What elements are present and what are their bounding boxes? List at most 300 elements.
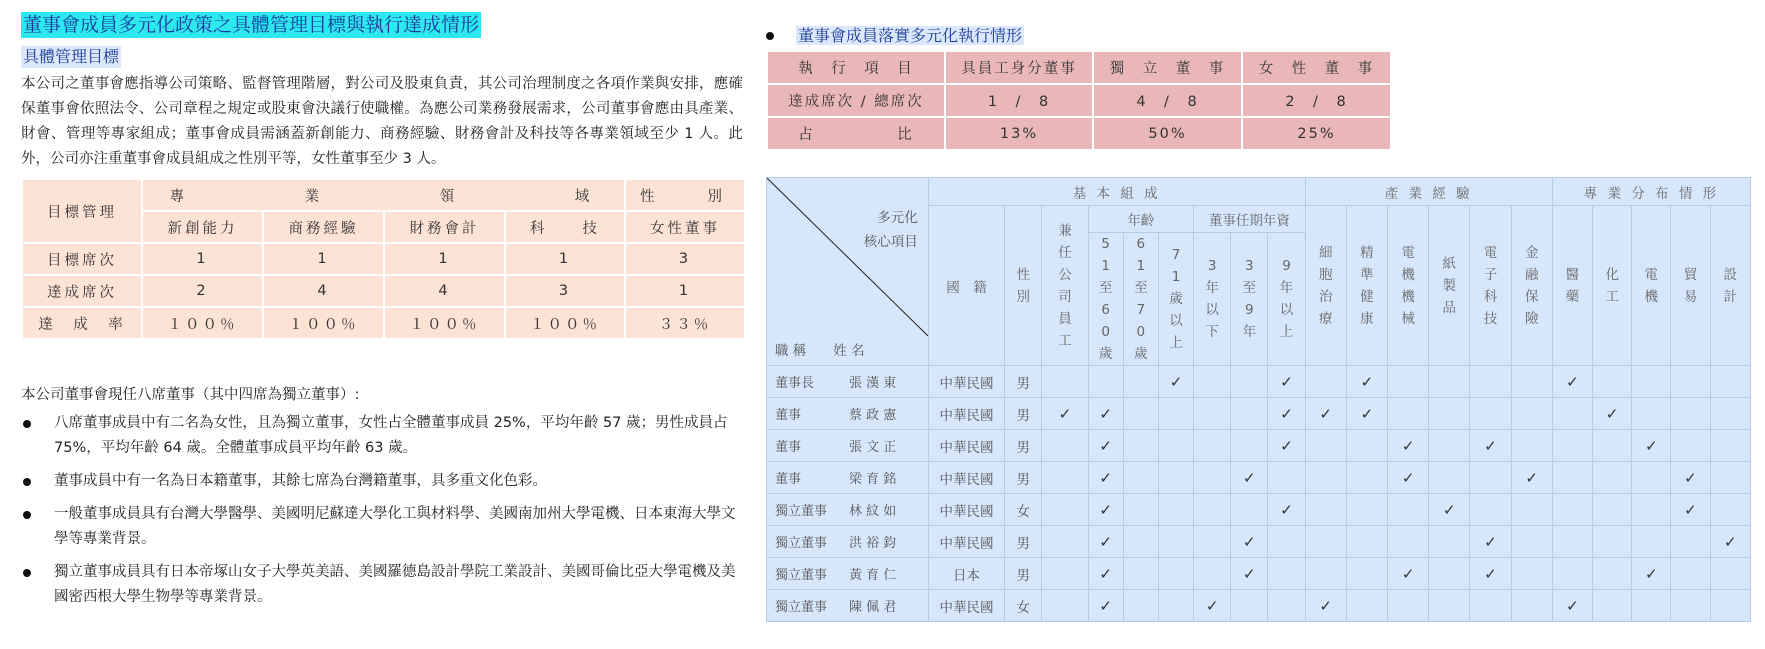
col-age-51-60: 5 1 至 6 0 歲 [1088,233,1123,366]
diversity-matrix-table [766,177,1751,622]
bullet-dot-icon [23,511,31,519]
empty-cell [1346,590,1387,622]
check-icon: ✓ [1280,404,1293,423]
cell: 1 [384,243,505,275]
empty-cell [1388,494,1429,526]
empty-cell [1429,366,1470,398]
check-icon: ✓ [1401,564,1415,583]
row-label: 占 比 [767,117,945,150]
empty-cell [1511,366,1552,398]
check-cell [1231,462,1268,494]
empty-cell [1231,430,1268,462]
empty-cell [1346,462,1387,494]
table-row [22,307,745,339]
gender-cell: 男 [1005,462,1042,494]
cell: 4 [263,275,384,307]
table-row [767,366,1751,398]
empty-cell [1671,526,1710,558]
director-cell [767,366,929,398]
execution-heading [766,23,1024,48]
col-tenure-under-3: 3 年 以 下 [1194,233,1231,366]
director-name: 蔡 政 憲 [849,408,897,423]
empty-cell [1632,462,1671,494]
check-cell [1346,366,1387,398]
nationality-cell: 中華民國 [928,590,1004,622]
empty-cell [1388,366,1429,398]
check-icon: ✓ [1319,404,1332,423]
empty-cell [1158,494,1193,526]
exec-header: 獨 立 董 事 [1093,51,1242,84]
check-cell [1470,430,1511,462]
col-ind-machinery: 電 機 機 械 [1388,206,1429,366]
check-icon: ✓ [1169,372,1183,391]
empty-cell [1042,366,1088,398]
row-label: 達 成 率 [22,307,142,339]
empty-cell [1632,398,1671,430]
table-row [22,275,745,307]
col-ind-paper: 紙 製 品 [1429,206,1470,366]
cell: 3 [625,243,745,275]
page-title: 董事會成員多元化政策之具體管理目標與執行達成情形 [23,14,480,36]
empty-cell [1268,462,1305,494]
empty-cell [1470,398,1511,430]
cell: 1 [625,275,745,307]
list-item [21,560,743,610]
empty-cell [1388,590,1429,622]
director-cell [767,462,929,494]
bullet-text: 一般董事成員具有台灣大學醫學、美國明尼蘇達大學化工與材料學、美國南加州大學電機、日本東海大學文學等專業背景。 [54,506,736,547]
empty-cell [1470,494,1511,526]
check-cell [1671,462,1710,494]
director-name: 張 漢 東 [849,376,897,391]
check-icon: ✓ [1280,500,1293,519]
gender-cell: 女 [1005,590,1042,622]
gender-cell: 男 [1005,398,1042,430]
group-industry: 產 業 經 驗 [1305,178,1552,206]
check-cell [1388,462,1429,494]
empty-cell [1194,462,1231,494]
empty-cell [1158,590,1193,622]
empty-cell [1593,494,1632,526]
check-icon: ✓ [1243,468,1256,487]
cell: 1 / 8 [945,84,1093,117]
empty-cell [1671,558,1710,590]
empty-cell [1511,558,1552,590]
cell: 1 [142,243,263,275]
col-employee: 兼 任 公 司 員 工 [1042,206,1088,366]
empty-cell [1194,558,1231,590]
check-icon: ✓ [1644,436,1658,455]
empty-cell [1268,558,1305,590]
gender-cell: 男 [1005,526,1042,558]
target-col-header: 女性董事 [625,211,745,243]
row-label: 達成席次 [22,275,142,307]
target-col-header: 財務會計 [384,211,505,243]
empty-cell [1511,494,1552,526]
check-icon: ✓ [1644,564,1658,583]
check-icon: ✓ [1243,564,1256,583]
empty-cell [1123,590,1158,622]
cell: 50% [1093,117,1242,150]
col-ind-finance: 金 融 保 險 [1511,206,1552,366]
empty-cell [1305,462,1346,494]
empty-cell [1123,558,1158,590]
check-cell [1470,526,1511,558]
empty-cell [1042,462,1088,494]
empty-cell [1710,494,1750,526]
empty-cell [1194,398,1231,430]
empty-cell [1710,398,1750,430]
director-cell [767,494,929,526]
target-col-header: 科 技 [505,211,625,243]
col-age-71-plus: 7 1 歲 以 上 [1158,233,1193,366]
check-icon: ✓ [1605,404,1619,423]
col-ind-electronics: 電 子 科 技 [1470,206,1511,366]
empty-cell [1470,366,1511,398]
empty-cell [1593,366,1632,398]
execution-summary-table [766,50,1392,151]
bullet-text: 獨立董事成員具有日本帝塚山女子大學英美語、美國羅德島設計學院工業設計、美國哥倫比亞大學電機及美國密西根大學生物學等專業背景。 [54,564,736,605]
check-icon: ✓ [1566,596,1579,615]
empty-cell [1231,590,1268,622]
empty-cell [1305,366,1346,398]
diag-bottom-label: 職 稱 姓 名 [775,343,865,359]
empty-cell [1671,430,1710,462]
row-label: 達成席次 / 總席次 [767,84,945,117]
exec-header: 具員工身分董事 [945,51,1093,84]
empty-cell [1671,366,1710,398]
check-icon: ✓ [1484,564,1497,583]
check-cell [1305,398,1346,430]
director-cell [767,590,929,622]
empty-cell [1632,366,1671,398]
target-table-corner: 目標管理 [22,179,142,243]
check-icon: ✓ [1319,596,1332,615]
empty-cell [1710,590,1750,622]
empty-cell [1593,430,1632,462]
table-row [767,526,1751,558]
check-cell [1231,526,1268,558]
table-row [767,84,1391,117]
empty-cell [1429,430,1470,462]
matrix-diagonal-header [767,178,929,366]
col-pro-chemical: 化 工 [1593,206,1632,366]
table-row [22,243,745,275]
director-title: 董事 [775,472,802,487]
target-col-header: 商務經驗 [263,211,384,243]
empty-cell [1511,526,1552,558]
director-name: 洪 裕 鈞 [849,536,897,551]
empty-cell [1671,590,1710,622]
check-icon: ✓ [1099,436,1112,455]
empty-cell [1552,430,1592,462]
empty-cell [1042,590,1088,622]
bullet-dot-icon [23,478,31,486]
cell: 4 [384,275,505,307]
check-icon: ✓ [1099,468,1112,487]
check-cell [1552,366,1592,398]
empty-cell [1158,526,1193,558]
check-icon: ✓ [1484,532,1497,551]
empty-cell [1632,526,1671,558]
table-row [767,398,1751,430]
empty-cell [1158,462,1193,494]
check-icon: ✓ [1099,564,1112,583]
empty-cell [1042,558,1088,590]
director-title: 獨立董事 [775,504,828,519]
empty-cell [1710,462,1750,494]
empty-cell [1194,494,1231,526]
list-item [21,411,743,461]
gender-cell: 男 [1005,430,1042,462]
empty-cell [1158,430,1193,462]
cell: 2 / 8 [1242,84,1391,117]
col-ind-cell-therapy: 細 胞 治 療 [1305,206,1346,366]
empty-cell [1194,526,1231,558]
bullet-text: 八席董事成員中有二名為女性，且為獨立董事，女性占全體董事成員 25%，平均年齡 57 歲；男性成員占 75%，平均年齡 64 歲。全體董事成員平均年齡 63 歲。 [54,415,728,456]
empty-cell [1231,494,1268,526]
empty-cell [1305,430,1346,462]
target-col-header: 新創能力 [142,211,263,243]
group-basic: 基 本 組 成 [928,178,1305,206]
check-cell [1305,590,1346,622]
col-nationality: 國 籍 [928,206,1004,366]
check-cell [1042,398,1088,430]
row-label: 目標席次 [22,243,142,275]
check-cell [1593,398,1632,430]
check-cell [1429,494,1470,526]
subgroup-age: 年齡 [1088,206,1194,233]
empty-cell [1123,526,1158,558]
empty-cell [1346,558,1387,590]
check-cell [1088,462,1123,494]
check-icon: ✓ [1684,500,1697,519]
col-gender: 性 別 [1005,206,1042,366]
check-cell [1671,494,1710,526]
bullet-text: 董事成員中有一名為日本籍董事，其餘七席為台灣籍董事，具多重文化色彩。 [54,473,547,489]
table-row [767,590,1751,622]
col-tenure-3-9: 3 至 9 年 [1231,233,1268,366]
check-cell [1388,430,1429,462]
check-icon: ✓ [1401,436,1415,455]
director-title: 獨立董事 [775,536,828,551]
board-bullet-list [21,411,743,618]
empty-cell [1552,462,1592,494]
check-cell [1632,430,1671,462]
director-title: 獨立董事 [775,600,828,615]
check-cell [1268,494,1305,526]
director-title: 獨立董事 [775,568,828,583]
check-icon: ✓ [1099,596,1112,615]
empty-cell [1123,494,1158,526]
nationality-cell: 中華民國 [928,398,1004,430]
cell: 2 [142,275,263,307]
target-table-group-prof: 專 業 領 域 [142,179,625,211]
empty-cell [1671,398,1710,430]
col-pro-design: 設 計 [1710,206,1750,366]
bullet-dot-icon [23,569,31,577]
check-cell [1268,398,1305,430]
check-icon: ✓ [1723,532,1737,551]
check-cell [1194,590,1231,622]
check-cell [1088,430,1123,462]
empty-cell [1268,526,1305,558]
check-cell [1346,398,1387,430]
check-cell [1088,558,1123,590]
cell: 25% [1242,117,1391,150]
check-icon: ✓ [1099,404,1112,423]
col-age-61-70: 6 1 至 7 0 歲 [1123,233,1158,366]
empty-cell [1593,590,1632,622]
board-summary: 本公司董事會現任八席董事（其中四席為獨立董事）: [21,387,360,403]
cell: ３３％ [625,307,745,339]
exec-header: 執 行 項 目 [767,51,945,84]
check-cell [1388,558,1429,590]
check-icon: ✓ [1360,404,1374,423]
col-pro-electrical: 電 機 [1632,206,1671,366]
empty-cell [1123,398,1158,430]
check-icon: ✓ [1443,500,1456,519]
check-icon: ✓ [1484,436,1497,455]
target-management-table [21,178,746,340]
cell: 1 [505,243,625,275]
empty-cell [1194,366,1231,398]
check-cell [1268,430,1305,462]
execution-heading-text: 董事會成員落實多元化執行情形 [798,25,1023,45]
bullet-dot-icon [766,32,774,40]
list-item [21,469,743,494]
empty-cell [1593,526,1632,558]
empty-cell [1552,526,1592,558]
empty-cell [1042,494,1088,526]
director-name: 張 文 正 [849,440,897,455]
cell: 3 [505,275,625,307]
check-cell [1710,526,1750,558]
check-icon: ✓ [1280,436,1293,455]
col-pro-trade: 貿 易 [1671,206,1710,366]
director-cell [767,430,929,462]
check-cell [1632,558,1671,590]
table-row [767,430,1751,462]
group-professional: 專 業 分 布 情 形 [1552,178,1750,206]
nationality-cell: 中華民國 [928,462,1004,494]
empty-cell [1552,494,1592,526]
empty-cell [1088,366,1123,398]
empty-cell [1593,558,1632,590]
empty-cell [1470,590,1511,622]
check-icon: ✓ [1566,372,1579,391]
table-row [767,462,1751,494]
cell: １００％ [142,307,263,339]
empty-cell [1429,398,1470,430]
list-item [21,502,743,552]
empty-cell [1305,558,1346,590]
cell: 4 / 8 [1093,84,1242,117]
empty-cell [1710,366,1750,398]
table-row [767,494,1751,526]
table-row [767,558,1751,590]
diag-top-line2: 核心項目 [863,234,918,250]
empty-cell [1388,398,1429,430]
nationality-cell: 中華民國 [928,494,1004,526]
check-cell [1552,590,1592,622]
check-icon: ✓ [1243,532,1256,551]
col-ind-precision-health: 精 準 健 康 [1346,206,1387,366]
cell: 1 [263,243,384,275]
section-subtitle: 具體管理目標 [23,47,120,66]
check-icon: ✓ [1360,372,1374,391]
nationality-cell: 中華民國 [928,526,1004,558]
check-icon: ✓ [1280,372,1293,391]
cell: １００％ [384,307,505,339]
empty-cell [1710,558,1750,590]
target-table-group-gender: 性 別 [625,179,745,211]
empty-cell [1552,558,1592,590]
check-icon: ✓ [1205,596,1219,615]
intro-paragraph: 本公司之董事會應指導公司策略、監督管理階層，對公司及股東負責，其公司治理制度之各項作業與安排，應確保董事會依照法令、公司章程之規定或股東會決議行使職權。為應公司業務發展需求，公司董事會應由具產業、財會、管理等專家組成；董事會成員需涵蓋新創能力、商務經驗、財務會計及科技等各專業領域至少 1 人。此外，公司亦注重董事會成員組成之性別平等，女性董事至少 3 人。 [21,76,743,167]
empty-cell [1429,462,1470,494]
director-cell [767,526,929,558]
nationality-cell: 中華民國 [928,430,1004,462]
empty-cell [1346,430,1387,462]
col-tenure-over-9: 9 年 以 上 [1268,233,1305,366]
empty-cell [1042,430,1088,462]
empty-cell [1429,590,1470,622]
empty-cell [1388,526,1429,558]
empty-cell [1042,526,1088,558]
empty-cell [1429,526,1470,558]
empty-cell [1158,398,1193,430]
exec-header: 女 性 董 事 [1242,51,1391,84]
cell: 13% [945,117,1093,150]
check-cell [1511,462,1552,494]
director-cell [767,558,929,590]
diag-top-line1: 多元化 [877,210,918,226]
check-cell [1268,366,1305,398]
nationality-cell: 日本 [928,558,1004,590]
empty-cell [1632,590,1671,622]
director-title: 董事 [775,440,802,455]
director-title: 董事 [775,408,802,423]
empty-cell [1511,398,1552,430]
check-icon: ✓ [1058,404,1072,423]
empty-cell [1511,430,1552,462]
empty-cell [1158,558,1193,590]
empty-cell [1710,430,1750,462]
empty-cell [1305,526,1346,558]
check-cell [1088,398,1123,430]
empty-cell [1194,430,1231,462]
empty-cell [1346,494,1387,526]
table-row [767,117,1391,150]
empty-cell [1511,590,1552,622]
check-icon: ✓ [1099,532,1112,551]
gender-cell: 男 [1005,558,1042,590]
empty-cell [1593,462,1632,494]
check-cell [1231,558,1268,590]
check-cell [1088,526,1123,558]
cell: １００％ [263,307,384,339]
director-name: 梁 育 銘 [849,472,897,487]
gender-cell: 男 [1005,366,1042,398]
check-icon: ✓ [1684,468,1697,487]
check-cell [1158,366,1193,398]
empty-cell [1429,558,1470,590]
director-cell [767,398,929,430]
check-icon: ✓ [1525,468,1538,487]
check-icon: ✓ [1099,500,1112,519]
check-cell [1088,590,1123,622]
